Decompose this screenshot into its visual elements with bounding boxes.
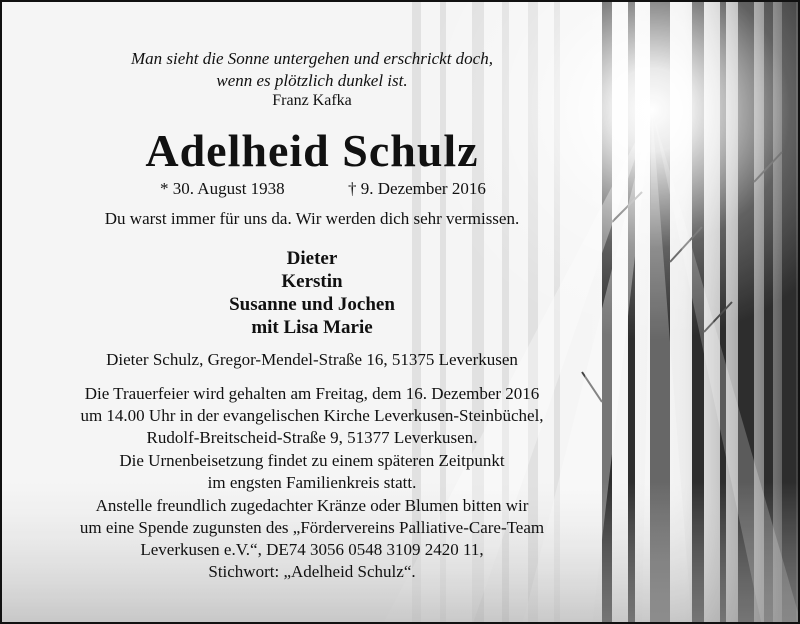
donation-line: Stichwort: „Adelheid Schulz“. [208,562,416,581]
donation-line: Anstelle freundlich zugedachter Kränze oder Blumen bitten wir [95,496,529,515]
family-member: Dieter [286,248,338,269]
urn-line: im engsten Familienkreis statt. [207,473,417,492]
family-address: Dieter Schulz, Gregor-Mendel-Straße 16, 51375 Leverkusen [106,350,518,369]
farewell-message: Du warst immer für uns da. Wir werden dich sehr vermissen. [104,209,520,228]
ceremony-line: um 14.00 Uhr in der evangelischen Kirche Leverkusen-Steinbüchel, [80,406,544,425]
death-date: † 9. Dezember 2016 [348,179,486,198]
quote-line-1: Man sieht die Sonne untergehen und erschrickt doch, [131,49,493,68]
urn-line: Die Urnenbeisetzung findet zu einem späteren Zeitpunkt [119,451,505,470]
ceremony-line: Die Trauerfeier wird gehalten am Freitag, dem 16. Dezember 2016 [84,384,540,403]
donation-line: um eine Spende zugunsten des „Fördervereins Palliative-Care-Team [79,518,545,537]
quote-line-2: wenn es plötzlich dunkel ist. [216,71,408,90]
donation-line: Leverkusen e.V.“, DE74 3056 0548 3109 2420 11, [140,540,484,559]
deceased-name: Adelheid Schulz [145,125,479,176]
family-member: mit Lisa Marie [251,317,373,338]
family-member: Kerstin [281,271,343,292]
birth-date: * 30. August 1938 [160,179,285,198]
ceremony-line: Rudolf-Breitscheid-Straße 9, 51377 Leverkusen. [146,428,478,447]
quote-author: Franz Kafka [272,92,352,109]
family-member: Susanne und Jochen [229,294,395,315]
